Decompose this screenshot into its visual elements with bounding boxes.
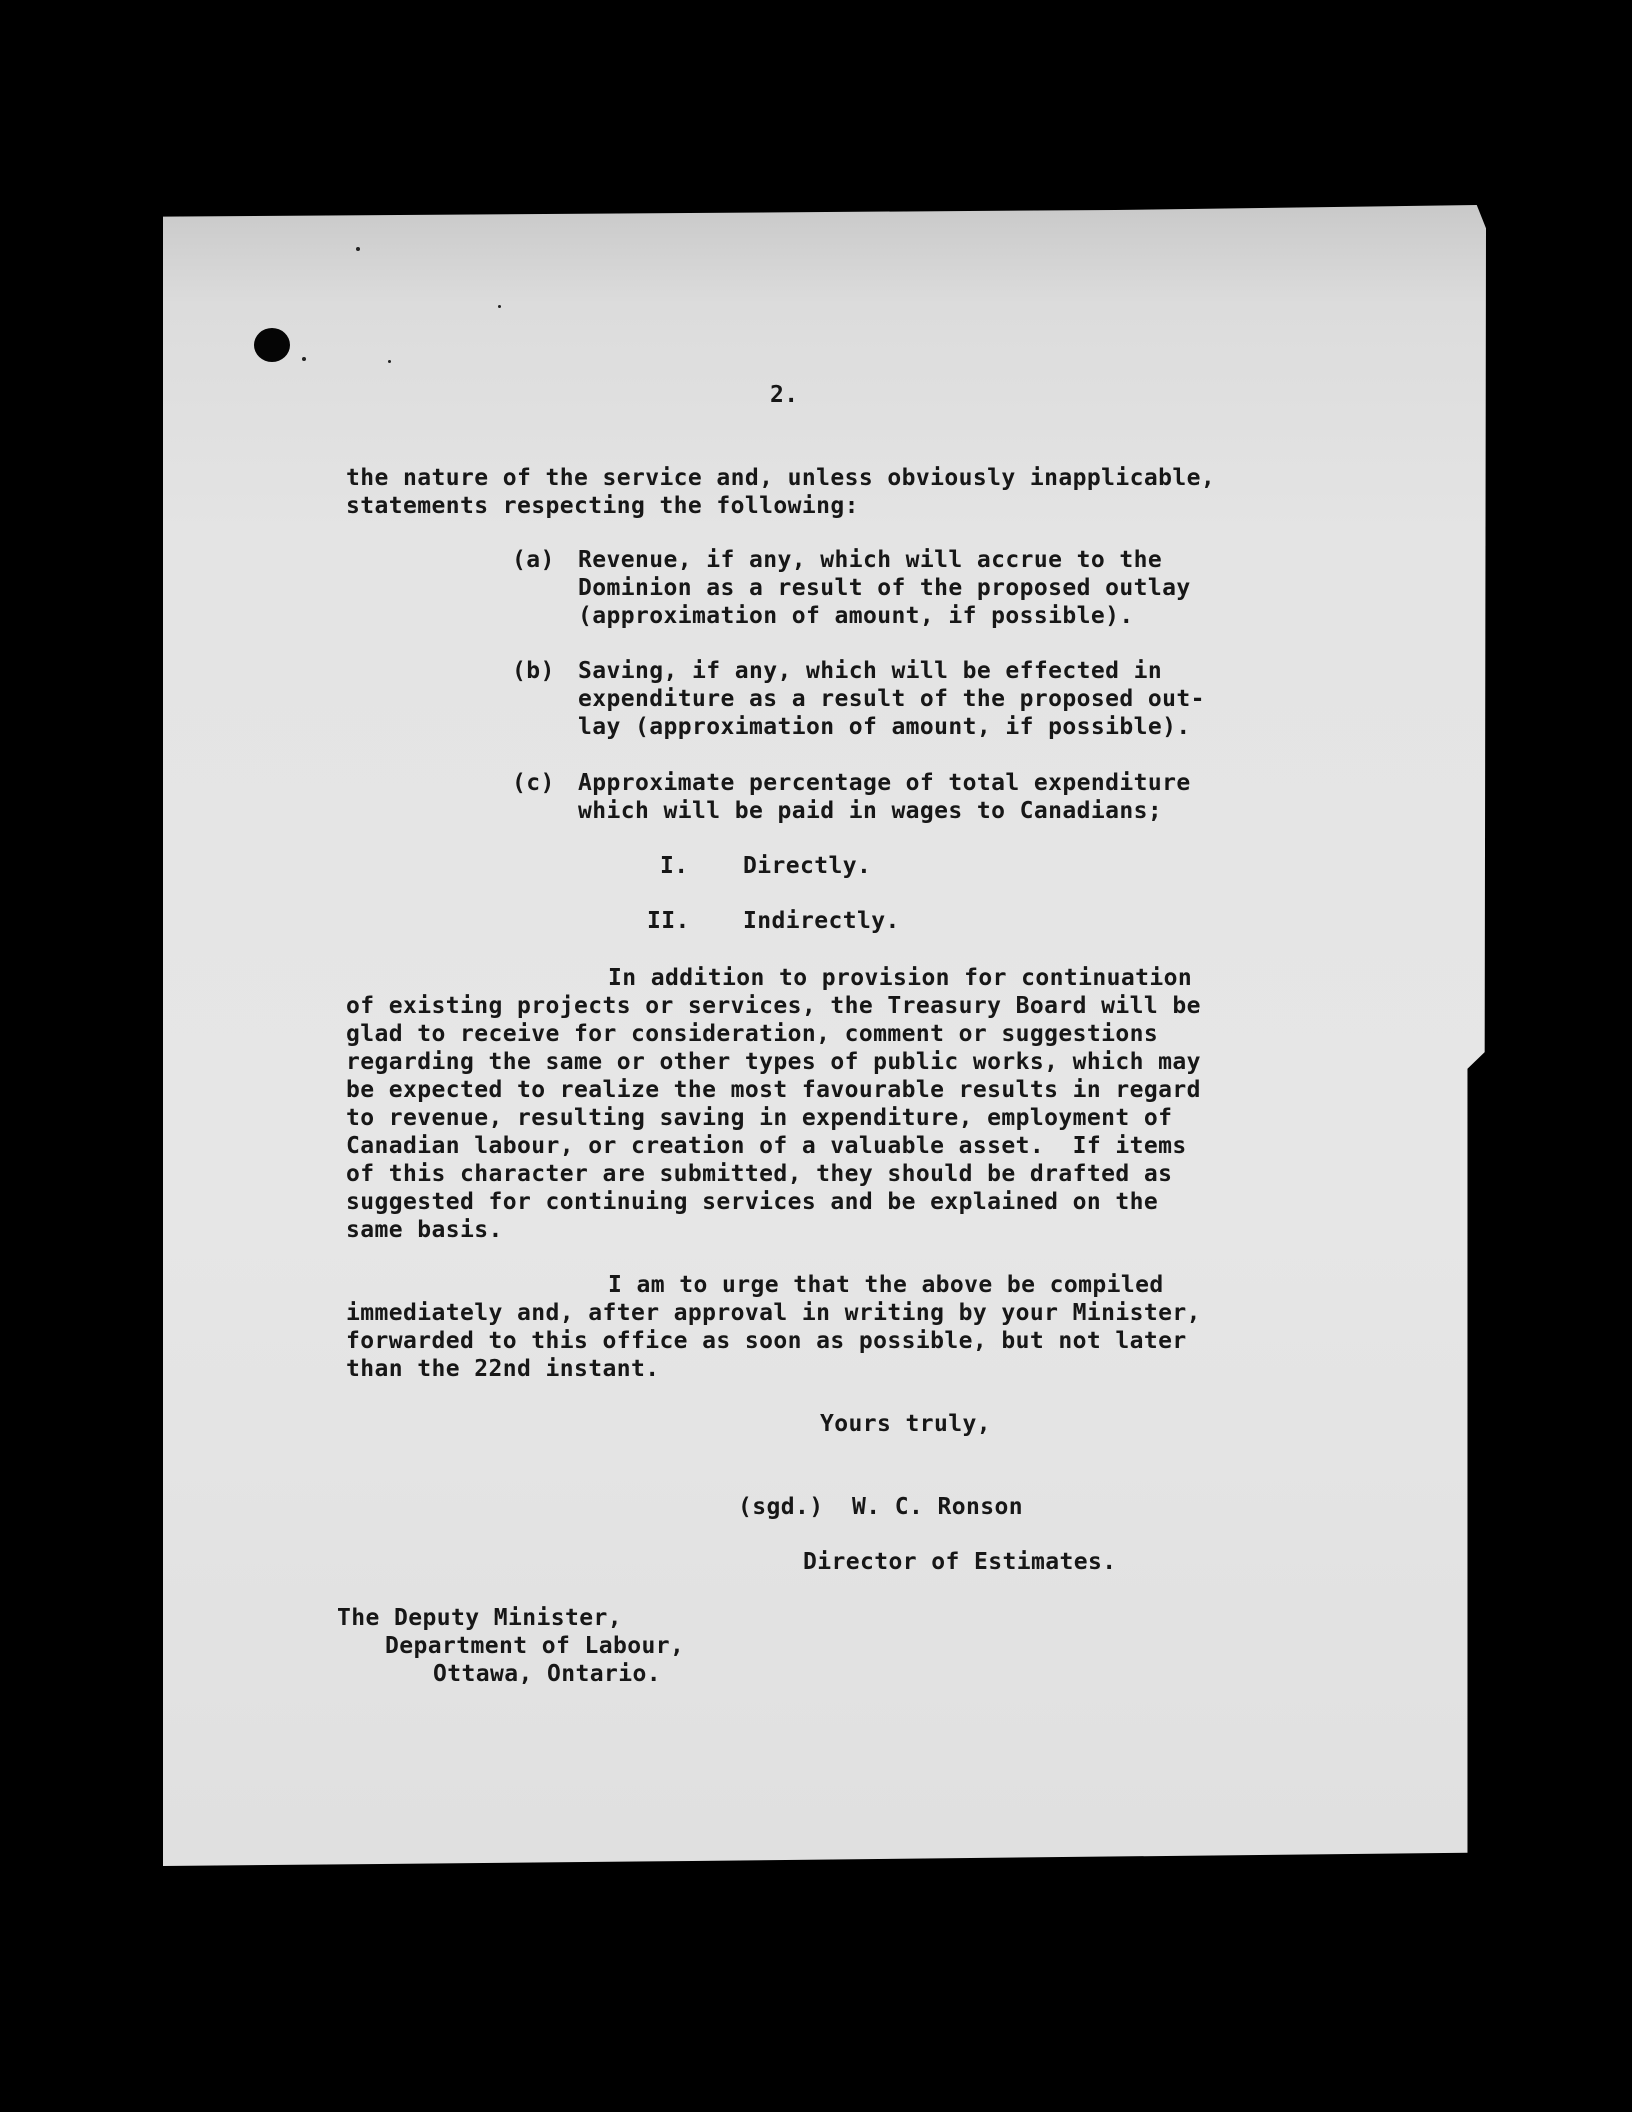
paragraph-1-line: suggested for continuing services and be explained on the [346,1189,1159,1215]
sub-item-text: Directly. [743,853,872,879]
paragraph-2-line: immediately and, after approval in writing by your Minister, [346,1300,1201,1326]
paragraph-1-line: Canadian labour, or creation of a valuable asset. If items [346,1133,1187,1159]
page-number: 2. [770,382,799,408]
intro-line: statements respecting the following: [346,493,859,519]
item-a-label: (a) [512,547,555,573]
paragraph-1-line: regarding the same or other types of public works, which may [346,1049,1201,1075]
paragraph-2-line: forwarded to this office as soon as possible, but not later [346,1328,1187,1354]
paragraph-1-line: of this character are submitted, they should be drafted as [346,1161,1173,1187]
signature: (sgd.) W. C. Ronson [738,1494,1023,1520]
paragraph-2-line: than the 22nd instant. [346,1356,660,1382]
intro-line: the nature of the service and, unless obviously inapplicable, [346,465,1216,491]
item-c-label: (c) [512,770,555,796]
address-line: The Deputy Minister, [337,1605,622,1631]
sub-item-numeral: I. [660,853,689,879]
paragraph-1-line: be expected to realize the most favourable results in regard [346,1077,1201,1103]
paragraph-1-line: In addition to provision for continuation [608,965,1193,991]
item-a-line: Revenue, if any, which will accrue to the [578,547,1163,573]
signer-title: Director of Estimates. [803,1549,1117,1575]
address-line: Department of Labour, [385,1633,685,1659]
item-a-line: Dominion as a result of the proposed outlay [578,575,1191,601]
paragraph-2-line: I am to urge that the above be compiled [608,1272,1164,1298]
address-line: Ottawa, Ontario. [433,1661,661,1687]
paragraph-1-line: of existing projects or services, the Treasury Board will be [346,993,1201,1019]
item-c-line: which will be paid in wages to Canadians; [578,798,1163,824]
item-b-line: Saving, if any, which will be effected in [578,658,1163,684]
closing: Yours truly, [820,1411,991,1437]
item-b-label: (b) [512,658,555,684]
item-c-line: Approximate percentage of total expenditure [578,770,1191,796]
sub-item-numeral: II. [647,908,690,934]
item-b-line: lay (approximation of amount, if possible). [578,714,1191,740]
paragraph-1-line: glad to receive for consideration, comment or suggestions [346,1021,1159,1047]
item-b-line: expenditure as a result of the proposed out- [578,686,1205,712]
item-a-line: (approximation of amount, if possible). [578,603,1134,629]
paragraph-1-line: same basis. [346,1217,503,1243]
sub-item-text: Indirectly. [743,908,900,934]
paragraph-1-line: to revenue, resulting saving in expenditure, employment of [346,1105,1173,1131]
